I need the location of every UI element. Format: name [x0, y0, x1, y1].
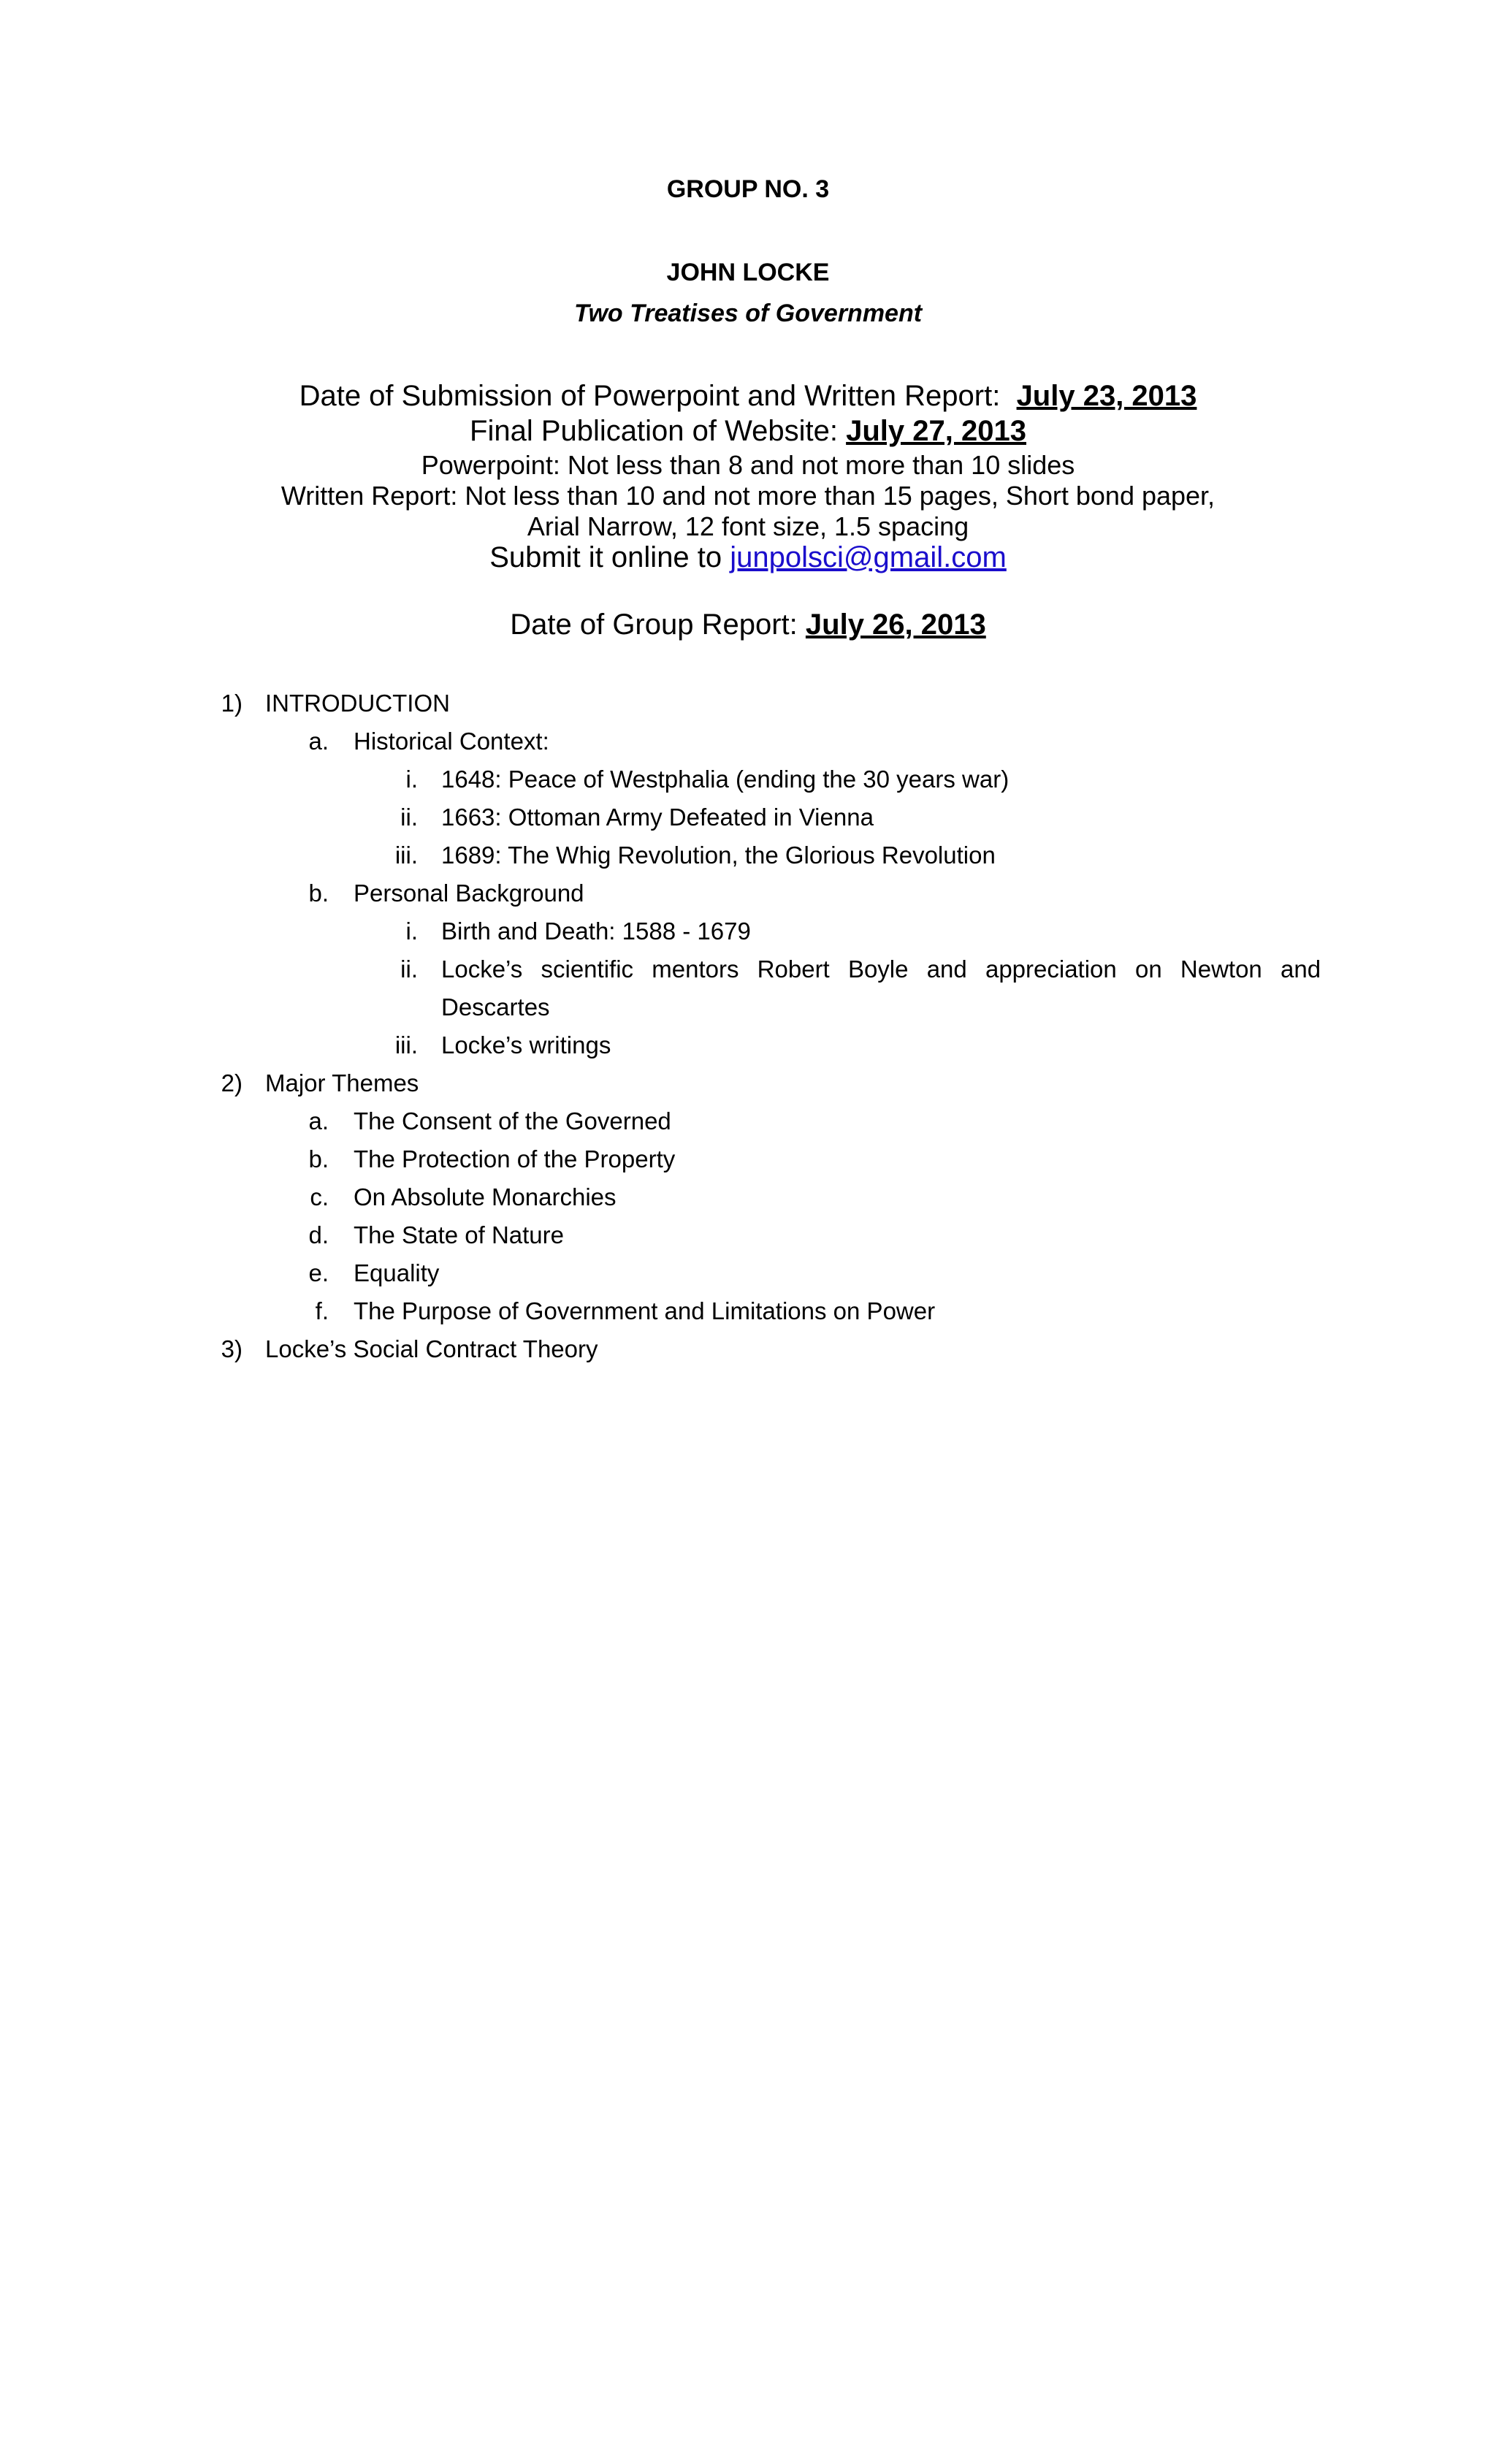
submission-date: July 23, 2013: [1016, 380, 1197, 412]
item-2d-number: d.: [308, 1221, 329, 1248]
item-1b-i-number: i.: [405, 918, 418, 945]
section-3-title: Locke’s Social Contract Theory: [265, 1335, 598, 1362]
section-2-number: 2): [221, 1069, 243, 1096]
outline-item-1a-ii: [0, 801, 1496, 834]
outline-item-1b-i: [0, 915, 1496, 947]
outline-item-2c: [0, 1181, 1496, 1213]
section-2-title: Major Themes: [265, 1069, 419, 1096]
item-2e-text: Equality: [354, 1259, 440, 1286]
item-1b-ii-word: and: [926, 956, 967, 983]
item-1a-ii-text: 1663: Ottoman Army Defeated in Vienna: [441, 804, 874, 831]
item-1a-number: a.: [308, 728, 329, 755]
item-1b-ii-word: and: [1280, 956, 1321, 983]
item-1b-iii-number: iii.: [394, 1031, 418, 1059]
section-1-number: 1): [221, 690, 243, 717]
outline-item-2f: [0, 1295, 1496, 1327]
item-2a-text: The Consent of the Governed: [354, 1107, 671, 1134]
item-1b-title: Personal Background: [354, 880, 584, 907]
item-1a-iii-number: iii.: [394, 842, 418, 869]
outline-section-2: [0, 1067, 1496, 1099]
submit-label: Submit it online to: [489, 541, 722, 573]
item-1a-ii-number: ii.: [400, 804, 418, 831]
item-2c-text: On Absolute Monarchies: [354, 1183, 617, 1210]
item-1a-iii-text: 1689: The Whig Revolution, the Glorious Revolution: [441, 842, 996, 869]
item-1b-ii-word: Newton: [1180, 956, 1262, 983]
outline-item-1b-ii: [0, 953, 1496, 985]
outline-item-2a: [0, 1105, 1496, 1137]
author-heading: JOHN LOCKE: [666, 259, 830, 286]
outline-item-2d: [0, 1219, 1496, 1251]
email-link[interactable]: junpolsci@gmail.com: [730, 541, 1007, 573]
work-title: Two Treatises of Government: [573, 300, 923, 327]
written-report-requirement-line2: Arial Narrow, 12 font size, 1.5 spacing: [527, 511, 969, 541]
item-1b-ii-word: Robert: [757, 956, 830, 983]
outline-section-3: [0, 1333, 1496, 1365]
powerpoint-requirement: Powerpoint: Not less than 8 and not more than 10 slides: [421, 450, 1075, 480]
item-1b-ii-text-line2: Descartes: [441, 993, 550, 1021]
group-report-date: July 26, 2013: [805, 609, 986, 641]
group-report-label: Date of Group Report:: [510, 609, 798, 641]
item-2c-number: c.: [310, 1183, 329, 1210]
publication-date-line: [0, 415, 1496, 448]
outline-item-1b: [0, 877, 1496, 909]
item-1b-ii-word: appreciation: [985, 956, 1117, 983]
outline-item-1a-i: [0, 763, 1496, 796]
item-1b-ii-word: Boyle: [847, 956, 909, 983]
outline-item-2e: [0, 1257, 1496, 1289]
outline-item-1a: [0, 725, 1496, 758]
item-1a-i-text: 1648: Peace of Westphalia (ending the 30 years war): [441, 766, 1010, 793]
group-number-heading: GROUP NO. 3: [666, 175, 830, 203]
written-report-requirement-line1: Written Report: Not less than 10 and not more than 15 pages, Short bond paper,: [280, 481, 1216, 511]
item-1b-ii-word: scientific: [541, 956, 634, 983]
publication-label: Final Publication of Website:: [470, 415, 838, 447]
item-2b-text: The Protection of the Property: [354, 1145, 676, 1172]
item-2b-number: b.: [308, 1145, 329, 1172]
item-2e-number: e.: [308, 1259, 329, 1286]
outline-item-1a-iii: [0, 839, 1496, 871]
publication-date: July 27, 2013: [846, 415, 1026, 447]
submission-date-line: [0, 380, 1496, 413]
item-1b-i-text: Birth and Death: 1588 - 1679: [441, 918, 751, 945]
item-1b-ii-word: on: [1134, 956, 1162, 983]
group-report-date-line: [0, 609, 1496, 641]
submit-online-line: [0, 541, 1496, 574]
item-2f-number: f.: [315, 1297, 329, 1324]
item-1a-title: Historical Context:: [354, 728, 549, 755]
item-2f-text: The Purpose of Government and Limitations on Power: [354, 1297, 936, 1324]
item-1b-iii-text: Locke’s writings: [441, 1031, 611, 1059]
outline-item-1b-iii: [0, 1029, 1496, 1061]
item-1b-ii-number: ii.: [400, 956, 418, 983]
item-2d-text: The State of Nature: [354, 1221, 564, 1248]
section-3-number: 3): [221, 1335, 243, 1362]
item-2a-number: a.: [308, 1107, 329, 1134]
outline-item-2b: [0, 1143, 1496, 1175]
item-1b-ii-text-line1: [441, 953, 1321, 985]
item-1a-i-number: i.: [405, 766, 418, 793]
outline-section-1: [0, 687, 1496, 720]
item-1b-number: b.: [308, 880, 329, 907]
submission-label: Date of Submission of Powerpoint and Written Report:: [299, 380, 1001, 412]
outline-item-1b-ii-continuation: [0, 991, 1496, 1023]
item-1b-ii-word: mentors: [652, 956, 739, 983]
section-1-title: INTRODUCTION: [265, 690, 450, 717]
item-1b-ii-word: Locke’s: [441, 956, 523, 983]
